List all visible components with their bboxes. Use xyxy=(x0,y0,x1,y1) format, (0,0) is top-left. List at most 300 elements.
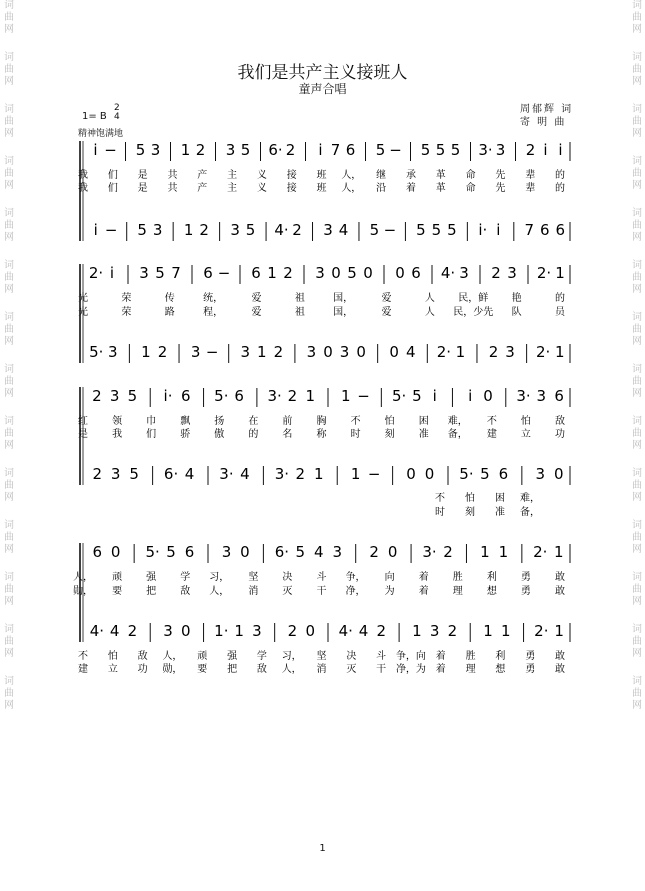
note: i· xyxy=(163,387,173,405)
watermark-glyph: 曲 xyxy=(4,636,14,647)
note: 0 xyxy=(387,543,398,561)
note: 2· xyxy=(534,622,549,640)
lyric-syllable: 共 xyxy=(167,170,178,181)
watermark-glyph: 词 xyxy=(632,312,642,323)
watermark-glyph: 词 xyxy=(632,364,642,375)
watermark-glyph: 词 xyxy=(4,416,14,427)
note: 2 xyxy=(443,543,453,561)
note: 6 xyxy=(555,221,566,239)
lyric-syllable: 艳 xyxy=(511,293,522,304)
watermark-glyph: 网 xyxy=(632,492,642,503)
note: 6 xyxy=(540,221,550,239)
note: 1 xyxy=(455,343,466,361)
watermark-glyph: 曲 xyxy=(632,324,642,335)
watermark-glyph: 词 xyxy=(632,0,642,11)
note: 3 xyxy=(306,343,317,361)
watermark-glyph: 网 xyxy=(4,180,14,191)
lyric-syllable: 巾 xyxy=(146,416,157,427)
note: 3 xyxy=(230,221,240,239)
lyric-syllable: 备， xyxy=(447,429,468,440)
lyric-syllable: 员 xyxy=(555,307,565,318)
note: 6 xyxy=(411,264,421,282)
lyric-syllable: 是 xyxy=(137,183,148,194)
lyric-syllable: 沿 xyxy=(376,183,387,194)
note: 3 xyxy=(109,387,120,405)
note: 2 xyxy=(376,622,387,640)
dash-note: − xyxy=(217,264,231,282)
note: 3 xyxy=(225,141,236,159)
note: 3 xyxy=(152,221,163,239)
note: 4· xyxy=(274,221,289,239)
note: 5 xyxy=(431,221,442,239)
lyric-syllable: 争，向 xyxy=(395,651,426,662)
lyric-syllable: 消 xyxy=(248,586,259,597)
lyric-syllable: 强 xyxy=(227,651,238,662)
note: 2 xyxy=(292,221,302,239)
note: i xyxy=(543,141,548,159)
lyric-syllable: 红 xyxy=(78,416,88,427)
note: 1 xyxy=(180,141,191,159)
key-signature: 1= B xyxy=(82,111,107,122)
watermark-glyph: 曲 xyxy=(632,532,642,543)
lyric-syllable: 不 xyxy=(78,651,88,662)
note: 0 xyxy=(181,622,191,640)
watermark-glyph: 词 xyxy=(4,520,14,531)
note: 4 xyxy=(338,221,349,239)
lyric-syllable: 程， xyxy=(203,307,224,318)
meter-bottom: 4 xyxy=(114,112,120,122)
lyric-syllable: 人 xyxy=(424,307,435,318)
note: 1 xyxy=(350,465,361,483)
lyric-syllable: 时 xyxy=(350,429,361,440)
dash-note: − xyxy=(383,221,397,239)
page-number: 1 xyxy=(319,843,326,854)
note: 2 xyxy=(287,622,298,640)
note: 2 xyxy=(488,343,499,361)
watermark-glyph: 曲 xyxy=(632,168,642,179)
note: 3 xyxy=(221,543,232,561)
lyric-syllable: 路 xyxy=(164,307,175,318)
note: 0 xyxy=(483,387,493,405)
watermark-glyph: 网 xyxy=(4,76,14,87)
lyric-syllable: 的 xyxy=(555,293,565,304)
lyric-syllable: 共 xyxy=(167,183,178,194)
note: 5 xyxy=(127,387,138,405)
note: 3 xyxy=(429,622,440,640)
note: 5 xyxy=(166,543,176,561)
note: 6 xyxy=(203,264,213,282)
note: 6· xyxy=(268,141,283,159)
note: 5 xyxy=(135,141,146,159)
lyric-syllable: 我 xyxy=(78,170,88,181)
watermark-glyph: 词 xyxy=(4,0,14,11)
note: 6 xyxy=(181,387,191,405)
watermark-glyph: 词 xyxy=(4,208,14,219)
lyric-syllable: 坚 xyxy=(316,651,327,662)
lyric-syllable: 班 xyxy=(316,183,327,194)
watermark-glyph: 曲 xyxy=(632,220,642,231)
note: 1 xyxy=(183,221,194,239)
note: 5 xyxy=(416,221,426,239)
note: 7 xyxy=(171,264,181,282)
lyric-syllable: 净， xyxy=(345,586,366,597)
note: 1 xyxy=(305,387,315,405)
watermark-glyph: 词 xyxy=(632,52,642,63)
lyric-syllable: 人， xyxy=(73,572,93,583)
note: 2 xyxy=(447,622,458,640)
dash-note: − xyxy=(205,343,219,361)
lyric-syllable: 光 xyxy=(78,307,88,318)
note: 2 xyxy=(92,387,102,405)
note: 5 xyxy=(245,221,256,239)
lyric-syllable: 们 xyxy=(107,170,118,181)
watermark-glyph: 词 xyxy=(4,312,14,323)
note: 5 xyxy=(435,141,446,159)
lyric-syllable: 刻 xyxy=(384,429,395,440)
note: 6· xyxy=(163,465,179,483)
note: i xyxy=(558,141,563,159)
watermark-glyph: 曲 xyxy=(632,636,642,647)
note: 5 xyxy=(347,264,357,282)
lyric-syllable: 光 xyxy=(78,293,88,304)
note: 3 xyxy=(339,343,350,361)
lyric-syllable: 要 xyxy=(197,664,208,675)
watermark-glyph: 网 xyxy=(4,700,14,711)
note: 5 xyxy=(240,141,251,159)
meter-top: 2 xyxy=(114,103,120,113)
lyric-syllable: 顽 xyxy=(112,572,123,583)
lyric-syllable: 的 xyxy=(555,170,565,181)
note: 1 xyxy=(480,543,490,561)
lyric-syllable: 队 xyxy=(511,307,522,318)
note: 2· xyxy=(536,343,551,361)
watermark-glyph: 曲 xyxy=(4,324,14,335)
note: 3 xyxy=(252,622,262,640)
note: 5 xyxy=(375,141,386,159)
note: 3 xyxy=(139,264,149,282)
watermark-glyph: 词 xyxy=(632,104,642,115)
note: 5 xyxy=(129,465,139,483)
dash-note: − xyxy=(389,141,402,159)
lyric-syllable: 强 xyxy=(146,572,157,583)
watermark-glyph: 曲 xyxy=(4,480,14,491)
watermark-glyph: 网 xyxy=(4,336,14,347)
note: 1 xyxy=(141,343,151,361)
watermark-glyph: 网 xyxy=(4,232,14,243)
song-subtitle: 童声合唱 xyxy=(298,82,347,96)
lyric-syllable: 斗 xyxy=(316,572,327,583)
watermark-glyph: 曲 xyxy=(4,584,14,595)
watermark-glyph: 曲 xyxy=(632,272,642,283)
note: 0 xyxy=(356,343,366,361)
watermark-glyph: 网 xyxy=(632,128,642,139)
note: 1 xyxy=(267,264,277,282)
watermark-glyph: 曲 xyxy=(632,584,642,595)
lyric-syllable: 我 xyxy=(78,183,88,194)
lyric-syllable: 消 xyxy=(316,664,327,675)
lyric-syllable: 主 xyxy=(227,170,238,181)
watermark-glyph: 网 xyxy=(4,284,14,295)
note: 0 xyxy=(406,465,416,483)
lyric-syllable: 爱 xyxy=(251,293,262,304)
note: 2· xyxy=(533,543,548,561)
dash-note: − xyxy=(357,387,370,405)
note: 2 xyxy=(157,343,168,361)
lyric-syllable: 继 xyxy=(376,170,387,181)
lyric-syllable: 想 xyxy=(495,664,506,675)
note: 4· xyxy=(89,622,105,640)
note: 0 xyxy=(363,264,373,282)
lyric-syllable: 革 xyxy=(435,183,446,194)
lyric-syllable: 净，为 xyxy=(395,664,426,675)
lyric-syllable: 斗 xyxy=(376,651,387,662)
lyric-syllable: 我 xyxy=(112,429,123,440)
watermark-glyph: 网 xyxy=(632,648,642,659)
watermark-glyph: 网 xyxy=(4,596,14,607)
watermark-glyph: 网 xyxy=(632,336,642,347)
dash-note: − xyxy=(367,465,381,483)
note: 4 xyxy=(240,465,250,483)
lyric-syllable: 不 xyxy=(486,416,497,427)
lyric-syllable: 胜 xyxy=(465,651,476,662)
lyric-syllable: 前 xyxy=(282,416,293,427)
note: 4· xyxy=(440,264,456,282)
note: 2· xyxy=(88,264,104,282)
watermark-glyph: 曲 xyxy=(4,64,14,75)
watermark-glyph: 网 xyxy=(632,232,642,243)
lyric-syllable: 民，少先 xyxy=(453,307,494,318)
note: 3 xyxy=(459,264,469,282)
lyric-syllable: 勋， xyxy=(162,664,183,675)
lyric-syllable: 荣 xyxy=(121,293,132,304)
note: 3 xyxy=(535,465,546,483)
note: 3 xyxy=(323,221,333,239)
lyric-syllable: 把 xyxy=(227,664,238,675)
note: 3 xyxy=(108,343,118,361)
note: 6 xyxy=(184,543,195,561)
lyric-syllable: 们 xyxy=(146,429,157,440)
lyric-syllable: 爱 xyxy=(381,307,392,318)
note: 5 xyxy=(369,221,380,239)
note: 2 xyxy=(283,264,293,282)
watermark-glyph: 词 xyxy=(632,416,642,427)
watermark-glyph: 曲 xyxy=(632,116,642,127)
lyric-syllable: 着 xyxy=(405,183,416,194)
note: 0 xyxy=(553,465,564,483)
lyric-syllable: 胜 xyxy=(452,572,463,583)
lyric-syllable: 难， xyxy=(447,416,468,427)
lyric-syllable: 人， xyxy=(162,651,183,662)
lyric-syllable: 人 xyxy=(424,293,435,304)
lyric-syllable: 刻 xyxy=(465,507,475,518)
lyric-syllable: 人， xyxy=(209,586,230,597)
lyric-syllable: 是 xyxy=(137,170,148,181)
lyric-syllable: 人， xyxy=(341,170,362,181)
note: 5· xyxy=(89,343,104,361)
watermark-glyph: 曲 xyxy=(632,428,642,439)
watermark-glyph: 词 xyxy=(632,468,642,479)
lyric-syllable: 敢 xyxy=(555,664,565,675)
watermark-glyph: 网 xyxy=(4,648,14,659)
lyric-syllable: 向 xyxy=(384,572,395,583)
note: 1 xyxy=(554,622,564,640)
lyric-syllable: 立 xyxy=(107,664,118,675)
lyric-syllable: 在 xyxy=(248,416,259,427)
lyric-syllable: 人， xyxy=(341,183,362,194)
watermark-glyph: 曲 xyxy=(4,116,14,127)
note: 6 xyxy=(234,387,244,405)
note: 3 xyxy=(150,141,161,159)
lyric-syllable: 敌 xyxy=(256,664,267,675)
watermark-glyph: 词 xyxy=(4,364,14,375)
lyric-syllable: 把 xyxy=(146,586,157,597)
lyric-syllable: 传 xyxy=(164,293,175,304)
lyric-syllable: 着 xyxy=(435,651,446,662)
note: 1 xyxy=(553,543,564,561)
note: i xyxy=(318,141,323,159)
lyric-syllable: 灭 xyxy=(346,664,357,675)
watermark-glyph: 词 xyxy=(4,156,14,167)
lyric-syllable: 胸 xyxy=(316,416,327,427)
note: 4 xyxy=(358,622,369,640)
note: 3 xyxy=(536,387,547,405)
lyric-syllable: 傲 xyxy=(214,429,225,440)
lyric-syllable: 祖 xyxy=(294,307,305,318)
lyric-syllable: 勋， xyxy=(73,586,93,597)
note: 5 xyxy=(480,465,490,483)
lyric-syllable: 义 xyxy=(256,183,267,194)
watermark-glyph: 曲 xyxy=(4,376,14,387)
note: 3· xyxy=(274,465,290,483)
lyric-syllable: 国， xyxy=(333,293,354,304)
note: 3· xyxy=(219,465,234,483)
lyric-syllable: 勇 xyxy=(520,586,531,597)
watermark-glyph: 词 xyxy=(632,572,642,583)
note: 6 xyxy=(554,387,564,405)
lyric-syllable: 怕 xyxy=(384,416,395,427)
lyric-syllable: 干 xyxy=(316,586,327,597)
watermark-glyph: 曲 xyxy=(632,376,642,387)
watermark-glyph: 曲 xyxy=(632,12,642,23)
note: 2 xyxy=(285,141,296,159)
note: 5 xyxy=(412,387,422,405)
watermark-glyph: 网 xyxy=(632,24,642,35)
lyric-syllable: 敌 xyxy=(555,416,565,427)
note: 3· xyxy=(422,543,437,561)
lyric-syllable: 敢 xyxy=(555,651,565,662)
note: 5· xyxy=(391,387,407,405)
dash-note: − xyxy=(104,221,118,239)
note: 6 xyxy=(345,141,356,159)
note: 0 xyxy=(424,465,435,483)
note: 4 xyxy=(405,343,416,361)
lyric-syllable: 飘 xyxy=(180,416,191,427)
note: i· xyxy=(478,221,488,239)
watermark-glyph: 网 xyxy=(4,440,14,451)
lyric-syllable: 的 xyxy=(555,183,565,194)
note: 3 xyxy=(163,622,173,640)
lyric-syllable: 不 xyxy=(350,416,361,427)
lyric-syllable: 班 xyxy=(316,170,327,181)
note: 2 xyxy=(287,387,298,405)
note: 1 xyxy=(257,343,267,361)
lyric-syllable: 坚 xyxy=(248,572,259,583)
lyric-syllable: 国， xyxy=(333,307,354,318)
watermark-glyph: 网 xyxy=(632,284,642,295)
lyric-syllable: 习， xyxy=(281,651,302,662)
lyric-syllable: 学 xyxy=(256,651,267,662)
lyric-syllable: 不 xyxy=(435,493,445,504)
watermark-glyph: 词 xyxy=(632,208,642,219)
lyric-syllable: 辈 xyxy=(525,183,536,194)
lyric-syllable: 承 xyxy=(405,170,416,181)
lyric-syllable: 荣 xyxy=(121,307,132,318)
watermark-glyph: 曲 xyxy=(4,272,14,283)
watermark-glyph: 网 xyxy=(4,128,14,139)
note: 1 xyxy=(412,622,422,640)
watermark-glyph: 网 xyxy=(4,388,14,399)
lyric-syllable: 顽 xyxy=(197,651,208,662)
note: 2 xyxy=(127,622,138,640)
lyric-syllable: 领 xyxy=(112,416,123,427)
lyric-syllable: 革 xyxy=(435,170,446,181)
note: 5· xyxy=(145,543,160,561)
note: 5· xyxy=(214,387,229,405)
watermark-glyph: 曲 xyxy=(4,220,14,231)
note: 1 xyxy=(555,264,565,282)
note: 4 xyxy=(184,465,195,483)
watermark-glyph: 曲 xyxy=(632,688,642,699)
lyric-syllable: 准 xyxy=(418,429,429,440)
lyric-syllable: 辈 xyxy=(525,170,536,181)
note: 2 xyxy=(195,141,206,159)
lyric-syllable: 困 xyxy=(495,493,505,504)
note: 3 xyxy=(110,465,121,483)
note: 5 xyxy=(420,141,431,159)
lyric-syllable: 敢 xyxy=(555,586,565,597)
watermark-glyph: 曲 xyxy=(4,428,14,439)
lyric-syllable: 产 xyxy=(197,170,208,181)
lyric-syllable: 敌 xyxy=(180,586,191,597)
note: 5 xyxy=(450,141,461,159)
note: 2 xyxy=(525,141,536,159)
note: 4 xyxy=(109,622,120,640)
watermark-glyph: 词 xyxy=(4,468,14,479)
lyric-syllable: 利 xyxy=(495,651,506,662)
lyric-syllable: 主 xyxy=(227,183,238,194)
note: 6 xyxy=(498,465,509,483)
note: 3 xyxy=(240,343,251,361)
lyric-syllable: 立 xyxy=(520,429,531,440)
lyric-syllable: 为 xyxy=(384,586,395,597)
lyric-syllable: 先 xyxy=(495,183,506,194)
lyric-syllable: 困 xyxy=(418,416,429,427)
lyric-syllable: 扬 xyxy=(214,416,225,427)
lyric-syllable: 敢 xyxy=(555,572,565,583)
watermark-glyph: 曲 xyxy=(4,688,14,699)
watermark-glyph: 网 xyxy=(4,24,14,35)
lyric-syllable: 着 xyxy=(435,664,446,675)
note: 1 xyxy=(313,465,324,483)
lyric-syllable: 时 xyxy=(435,507,445,518)
lyric-syllable: 名 xyxy=(282,429,293,440)
note: 6 xyxy=(92,543,103,561)
lyricist-credit: 周郁辉 词 xyxy=(520,104,574,115)
lyric-syllable: 决 xyxy=(346,651,357,662)
lyric-syllable: 怕 xyxy=(520,416,531,427)
watermark-glyph: 词 xyxy=(4,572,14,583)
lyric-syllable: 接 xyxy=(286,183,297,194)
